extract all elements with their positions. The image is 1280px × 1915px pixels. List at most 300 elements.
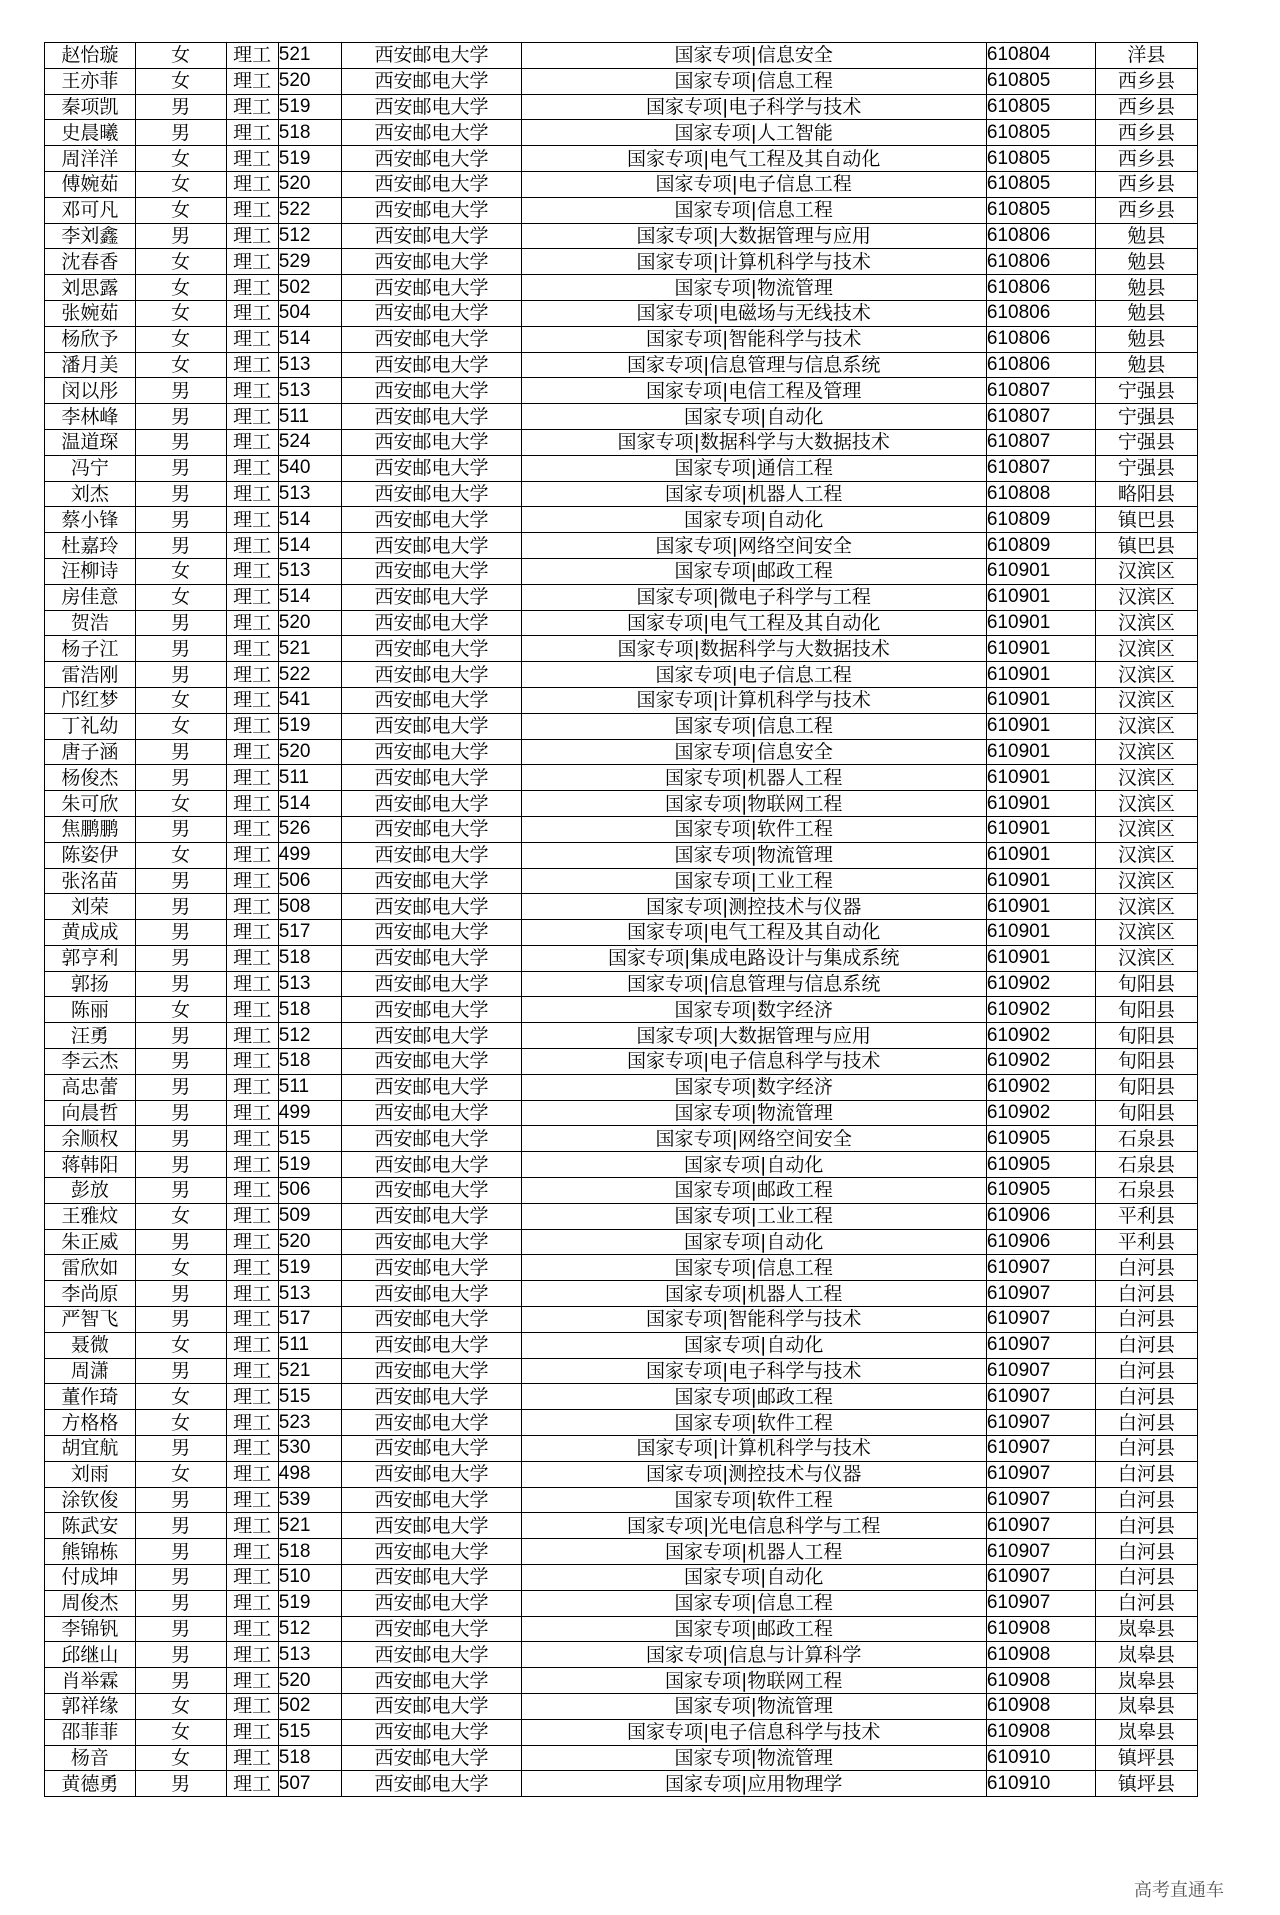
major-cell: 国家专项|大数据管理与应用	[521, 223, 986, 249]
gender-cell: 男	[135, 481, 226, 507]
track-cell: 理工	[226, 404, 278, 430]
track-cell: 理工	[226, 1719, 278, 1745]
county-cell: 旬阳县	[1095, 1100, 1197, 1126]
table-row	[45, 610, 1198, 636]
school-cell: 西安邮电大学	[342, 1152, 521, 1178]
table-row	[45, 223, 1198, 249]
school-cell: 西安邮电大学	[342, 429, 521, 455]
major-cell: 国家专项|通信工程	[521, 455, 986, 481]
table-row	[45, 791, 1198, 817]
gender-cell: 男	[135, 1565, 226, 1591]
gender-cell: 男	[135, 1229, 226, 1255]
major-cell: 国家专项|物联网工程	[521, 791, 986, 817]
table-row	[45, 249, 1198, 275]
gender-cell: 男	[135, 1436, 226, 1462]
region-code-cell: 610908	[986, 1642, 1095, 1668]
table-row	[45, 1410, 1198, 1436]
gender-cell: 男	[135, 1642, 226, 1668]
gender-cell: 男	[135, 1539, 226, 1565]
track-cell: 理工	[226, 687, 278, 713]
school-cell: 西安邮电大学	[342, 558, 521, 584]
student-name-cell: 秦项凯	[45, 94, 136, 120]
school-cell: 西安邮电大学	[342, 533, 521, 559]
gender-cell: 男	[135, 971, 226, 997]
school-cell: 西安邮电大学	[342, 1178, 521, 1204]
student-name-cell: 蔡小锋	[45, 507, 136, 533]
major-cell: 国家专项|物流管理	[521, 275, 986, 301]
student-name-cell: 李林峰	[45, 404, 136, 430]
student-name-cell: 郭扬	[45, 971, 136, 997]
track-cell: 理工	[226, 713, 278, 739]
track-cell: 理工	[226, 816, 278, 842]
gender-cell: 女	[135, 275, 226, 301]
school-cell: 西安邮电大学	[342, 610, 521, 636]
county-cell: 白河县	[1095, 1384, 1197, 1410]
region-code-cell: 610805	[986, 171, 1095, 197]
table-row	[45, 1539, 1198, 1565]
county-cell: 白河县	[1095, 1332, 1197, 1358]
county-cell: 汉滨区	[1095, 610, 1197, 636]
school-cell: 西安邮电大学	[342, 1771, 521, 1797]
score-cell: 518	[278, 1539, 342, 1565]
student-name-cell: 汪柳诗	[45, 558, 136, 584]
major-cell: 国家专项|工业工程	[521, 1203, 986, 1229]
track-cell: 理工	[226, 1358, 278, 1384]
school-cell: 西安邮电大学	[342, 791, 521, 817]
score-cell: 514	[278, 507, 342, 533]
region-code-cell: 610901	[986, 687, 1095, 713]
admission-table	[44, 42, 1198, 1797]
score-cell: 515	[278, 1126, 342, 1152]
gender-cell: 男	[135, 120, 226, 146]
school-cell: 西安邮电大学	[342, 662, 521, 688]
major-cell: 国家专项|计算机科学与技术	[521, 1436, 986, 1462]
major-cell: 国家专项|电子科学与技术	[521, 1358, 986, 1384]
gender-cell: 女	[135, 1332, 226, 1358]
county-cell: 岚皋县	[1095, 1719, 1197, 1745]
gender-cell: 女	[135, 326, 226, 352]
county-cell: 勉县	[1095, 300, 1197, 326]
region-code-cell: 610907	[986, 1332, 1095, 1358]
track-cell: 理工	[226, 94, 278, 120]
student-name-cell: 傅婉茹	[45, 171, 136, 197]
county-cell: 勉县	[1095, 275, 1197, 301]
region-code-cell: 610901	[986, 636, 1095, 662]
county-cell: 汉滨区	[1095, 687, 1197, 713]
track-cell: 理工	[226, 507, 278, 533]
track-cell: 理工	[226, 1771, 278, 1797]
score-cell: 511	[278, 765, 342, 791]
score-cell: 517	[278, 920, 342, 946]
county-cell: 旬阳县	[1095, 971, 1197, 997]
track-cell: 理工	[226, 971, 278, 997]
region-code-cell: 610807	[986, 455, 1095, 481]
region-code-cell: 610907	[986, 1513, 1095, 1539]
gender-cell: 女	[135, 1203, 226, 1229]
school-cell: 西安邮电大学	[342, 945, 521, 971]
track-cell: 理工	[226, 1642, 278, 1668]
gender-cell: 女	[135, 1694, 226, 1720]
student-name-cell: 刘杰	[45, 481, 136, 507]
track-cell: 理工	[226, 610, 278, 636]
county-cell: 西乡县	[1095, 197, 1197, 223]
county-cell: 石泉县	[1095, 1152, 1197, 1178]
score-cell: 519	[278, 1152, 342, 1178]
major-cell: 国家专项|电子信息科学与技术	[521, 1719, 986, 1745]
major-cell: 国家专项|自动化	[521, 1152, 986, 1178]
gender-cell: 男	[135, 1281, 226, 1307]
region-code-cell: 610807	[986, 378, 1095, 404]
region-code-cell: 610907	[986, 1461, 1095, 1487]
school-cell: 西安邮电大学	[342, 378, 521, 404]
score-cell: 519	[278, 146, 342, 172]
student-name-cell: 李云杰	[45, 1049, 136, 1075]
score-cell: 518	[278, 997, 342, 1023]
student-name-cell: 董作琦	[45, 1384, 136, 1410]
major-cell: 国家专项|信息管理与信息系统	[521, 971, 986, 997]
table-row	[45, 765, 1198, 791]
major-cell: 国家专项|邮政工程	[521, 1384, 986, 1410]
score-cell: 522	[278, 197, 342, 223]
school-cell: 西安邮电大学	[342, 1074, 521, 1100]
student-name-cell: 彭放	[45, 1178, 136, 1204]
school-cell: 西安邮电大学	[342, 1719, 521, 1745]
student-name-cell: 潘月美	[45, 352, 136, 378]
score-cell: 504	[278, 300, 342, 326]
table-row	[45, 971, 1198, 997]
major-cell: 国家专项|数字经济	[521, 1074, 986, 1100]
table-row	[45, 662, 1198, 688]
table-row	[45, 352, 1198, 378]
gender-cell: 女	[135, 352, 226, 378]
county-cell: 汉滨区	[1095, 662, 1197, 688]
track-cell: 理工	[226, 997, 278, 1023]
gender-cell: 男	[135, 533, 226, 559]
gender-cell: 男	[135, 1358, 226, 1384]
school-cell: 西安邮电大学	[342, 1023, 521, 1049]
student-name-cell: 严智飞	[45, 1307, 136, 1333]
major-cell: 国家专项|软件工程	[521, 1410, 986, 1436]
student-name-cell: 杨欣予	[45, 326, 136, 352]
county-cell: 岚皋县	[1095, 1668, 1197, 1694]
track-cell: 理工	[226, 533, 278, 559]
table-row	[45, 1745, 1198, 1771]
score-cell: 498	[278, 1461, 342, 1487]
score-cell: 518	[278, 120, 342, 146]
county-cell: 镇巴县	[1095, 533, 1197, 559]
major-cell: 国家专项|数字经济	[521, 997, 986, 1023]
table-row	[45, 197, 1198, 223]
student-name-cell: 唐子涵	[45, 739, 136, 765]
gender-cell: 男	[135, 636, 226, 662]
student-name-cell: 刘荣	[45, 894, 136, 920]
school-cell: 西安邮电大学	[342, 171, 521, 197]
major-cell: 国家专项|自动化	[521, 1565, 986, 1591]
region-code-cell: 610901	[986, 791, 1095, 817]
student-name-cell: 沈春香	[45, 249, 136, 275]
table-row	[45, 1642, 1198, 1668]
track-cell: 理工	[226, 1436, 278, 1462]
county-cell: 平利县	[1095, 1229, 1197, 1255]
score-cell: 520	[278, 1668, 342, 1694]
table-row	[45, 120, 1198, 146]
county-cell: 汉滨区	[1095, 945, 1197, 971]
table-row	[45, 1358, 1198, 1384]
gender-cell: 男	[135, 868, 226, 894]
gender-cell: 女	[135, 997, 226, 1023]
county-cell: 勉县	[1095, 326, 1197, 352]
region-code-cell: 610902	[986, 1100, 1095, 1126]
table-row	[45, 1307, 1198, 1333]
track-cell: 理工	[226, 1074, 278, 1100]
track-cell: 理工	[226, 275, 278, 301]
gender-cell: 男	[135, 1616, 226, 1642]
student-name-cell: 方格格	[45, 1410, 136, 1436]
major-cell: 国家专项|机器人工程	[521, 1539, 986, 1565]
major-cell: 国家专项|物流管理	[521, 1745, 986, 1771]
school-cell: 西安邮电大学	[342, 455, 521, 481]
table-row	[45, 507, 1198, 533]
table-row	[45, 275, 1198, 301]
school-cell: 西安邮电大学	[342, 842, 521, 868]
major-cell: 国家专项|自动化	[521, 1229, 986, 1255]
track-cell: 理工	[226, 1410, 278, 1436]
region-code-cell: 610807	[986, 404, 1095, 430]
county-cell: 汉滨区	[1095, 713, 1197, 739]
table-row	[45, 920, 1198, 946]
gender-cell: 男	[135, 739, 226, 765]
gender-cell: 男	[135, 1074, 226, 1100]
county-cell: 勉县	[1095, 223, 1197, 249]
county-cell: 白河县	[1095, 1539, 1197, 1565]
school-cell: 西安邮电大学	[342, 1565, 521, 1591]
school-cell: 西安邮电大学	[342, 1745, 521, 1771]
table-row	[45, 1332, 1198, 1358]
region-code-cell: 610907	[986, 1565, 1095, 1591]
score-cell: 526	[278, 816, 342, 842]
county-cell: 汉滨区	[1095, 868, 1197, 894]
score-cell: 517	[278, 1307, 342, 1333]
region-code-cell: 610907	[986, 1436, 1095, 1462]
gender-cell: 女	[135, 687, 226, 713]
gender-cell: 男	[135, 455, 226, 481]
score-cell: 509	[278, 1203, 342, 1229]
region-code-cell: 610905	[986, 1152, 1095, 1178]
region-code-cell: 610901	[986, 558, 1095, 584]
major-cell: 国家专项|集成电路设计与集成系统	[521, 945, 986, 971]
score-cell: 513	[278, 971, 342, 997]
table-row	[45, 94, 1198, 120]
gender-cell: 女	[135, 197, 226, 223]
gender-cell: 男	[135, 816, 226, 842]
major-cell: 国家专项|电子信息工程	[521, 171, 986, 197]
region-code-cell: 610910	[986, 1745, 1095, 1771]
table-row	[45, 1694, 1198, 1720]
table-row	[45, 816, 1198, 842]
region-code-cell: 610901	[986, 945, 1095, 971]
student-name-cell: 贺浩	[45, 610, 136, 636]
school-cell: 西安邮电大学	[342, 94, 521, 120]
county-cell: 勉县	[1095, 249, 1197, 275]
track-cell: 理工	[226, 43, 278, 69]
table-row	[45, 945, 1198, 971]
major-cell: 国家专项|信息安全	[521, 739, 986, 765]
student-name-cell: 雷浩刚	[45, 662, 136, 688]
major-cell: 国家专项|邮政工程	[521, 1178, 986, 1204]
county-cell: 白河县	[1095, 1513, 1197, 1539]
table-row	[45, 842, 1198, 868]
table-row	[45, 1590, 1198, 1616]
school-cell: 西安邮电大学	[342, 765, 521, 791]
track-cell: 理工	[226, 326, 278, 352]
score-cell: 520	[278, 739, 342, 765]
major-cell: 国家专项|物流管理	[521, 1100, 986, 1126]
student-name-cell: 丁礼幼	[45, 713, 136, 739]
track-cell: 理工	[226, 1539, 278, 1565]
student-name-cell: 李尚原	[45, 1281, 136, 1307]
school-cell: 西安邮电大学	[342, 1229, 521, 1255]
score-cell: 530	[278, 1436, 342, 1462]
major-cell: 国家专项|电气工程及其自动化	[521, 146, 986, 172]
region-code-cell: 610907	[986, 1384, 1095, 1410]
track-cell: 理工	[226, 223, 278, 249]
track-cell: 理工	[226, 894, 278, 920]
score-cell: 541	[278, 687, 342, 713]
major-cell: 国家专项|物流管理	[521, 1694, 986, 1720]
region-code-cell: 610908	[986, 1694, 1095, 1720]
track-cell: 理工	[226, 584, 278, 610]
student-name-cell: 周俊杰	[45, 1590, 136, 1616]
school-cell: 西安邮电大学	[342, 816, 521, 842]
region-code-cell: 610905	[986, 1178, 1095, 1204]
gender-cell: 女	[135, 1255, 226, 1281]
major-cell: 国家专项|计算机科学与技术	[521, 249, 986, 275]
table-row	[45, 1255, 1198, 1281]
student-name-cell: 熊锦栋	[45, 1539, 136, 1565]
major-cell: 国家专项|电磁场与无线技术	[521, 300, 986, 326]
school-cell: 西安邮电大学	[342, 713, 521, 739]
county-cell: 白河县	[1095, 1436, 1197, 1462]
region-code-cell: 610901	[986, 816, 1095, 842]
region-code-cell: 610805	[986, 146, 1095, 172]
score-cell: 513	[278, 378, 342, 404]
region-code-cell: 610901	[986, 610, 1095, 636]
table-row	[45, 1565, 1198, 1591]
table-row	[45, 1049, 1198, 1075]
student-name-cell: 胡宜航	[45, 1436, 136, 1462]
county-cell: 镇巴县	[1095, 507, 1197, 533]
student-name-cell: 郭亨利	[45, 945, 136, 971]
gender-cell: 男	[135, 1513, 226, 1539]
major-cell: 国家专项|大数据管理与应用	[521, 1023, 986, 1049]
table-row	[45, 429, 1198, 455]
major-cell: 国家专项|微电子科学与工程	[521, 584, 986, 610]
region-code-cell: 610804	[986, 43, 1095, 69]
major-cell: 国家专项|测控技术与仪器	[521, 1461, 986, 1487]
score-cell: 510	[278, 1565, 342, 1591]
region-code-cell: 610805	[986, 197, 1095, 223]
track-cell: 理工	[226, 197, 278, 223]
student-name-cell: 周潇	[45, 1358, 136, 1384]
student-name-cell: 冯宁	[45, 455, 136, 481]
gender-cell: 女	[135, 1461, 226, 1487]
table-row	[45, 1616, 1198, 1642]
student-name-cell: 焦鹏鹏	[45, 816, 136, 842]
track-cell: 理工	[226, 636, 278, 662]
region-code-cell: 610906	[986, 1203, 1095, 1229]
region-code-cell: 610902	[986, 1023, 1095, 1049]
track-cell: 理工	[226, 765, 278, 791]
gender-cell: 男	[135, 1487, 226, 1513]
score-cell: 513	[278, 1642, 342, 1668]
school-cell: 西安邮电大学	[342, 146, 521, 172]
school-cell: 西安邮电大学	[342, 404, 521, 430]
student-name-cell: 雷欣如	[45, 1255, 136, 1281]
table-row	[45, 1668, 1198, 1694]
region-code-cell: 610806	[986, 352, 1095, 378]
student-name-cell: 陈丽	[45, 997, 136, 1023]
region-code-cell: 610805	[986, 120, 1095, 146]
region-code-cell: 610902	[986, 997, 1095, 1023]
student-name-cell: 王雅炆	[45, 1203, 136, 1229]
table-row	[45, 558, 1198, 584]
student-name-cell: 肖举霖	[45, 1668, 136, 1694]
county-cell: 汉滨区	[1095, 842, 1197, 868]
table-row	[45, 1487, 1198, 1513]
track-cell: 理工	[226, 1384, 278, 1410]
school-cell: 西安邮电大学	[342, 1487, 521, 1513]
county-cell: 汉滨区	[1095, 791, 1197, 817]
major-cell: 国家专项|信息管理与信息系统	[521, 352, 986, 378]
table-row	[45, 533, 1198, 559]
region-code-cell: 610901	[986, 713, 1095, 739]
track-cell: 理工	[226, 1694, 278, 1720]
gender-cell: 男	[135, 1771, 226, 1797]
major-cell: 国家专项|机器人工程	[521, 481, 986, 507]
score-cell: 512	[278, 1023, 342, 1049]
school-cell: 西安邮电大学	[342, 894, 521, 920]
major-cell: 国家专项|物联网工程	[521, 1668, 986, 1694]
table-row	[45, 146, 1198, 172]
school-cell: 西安邮电大学	[342, 1668, 521, 1694]
track-cell: 理工	[226, 1668, 278, 1694]
table-row	[45, 1461, 1198, 1487]
table-row	[45, 584, 1198, 610]
track-cell: 理工	[226, 300, 278, 326]
major-cell: 国家专项|电信工程及管理	[521, 378, 986, 404]
region-code-cell: 610907	[986, 1590, 1095, 1616]
gender-cell: 女	[135, 43, 226, 69]
county-cell: 勉县	[1095, 352, 1197, 378]
table-row	[45, 171, 1198, 197]
region-code-cell: 610906	[986, 1229, 1095, 1255]
student-name-cell: 张洺苗	[45, 868, 136, 894]
student-name-cell: 涂钦俊	[45, 1487, 136, 1513]
region-code-cell: 610806	[986, 223, 1095, 249]
region-code-cell: 610908	[986, 1668, 1095, 1694]
region-code-cell: 610907	[986, 1281, 1095, 1307]
score-cell: 521	[278, 636, 342, 662]
student-name-cell: 邵菲菲	[45, 1719, 136, 1745]
table-row	[45, 636, 1198, 662]
school-cell: 西安邮电大学	[342, 249, 521, 275]
county-cell: 平利县	[1095, 1203, 1197, 1229]
school-cell: 西安邮电大学	[342, 971, 521, 997]
table-row	[45, 378, 1198, 404]
county-cell: 石泉县	[1095, 1126, 1197, 1152]
major-cell: 国家专项|信息工程	[521, 1255, 986, 1281]
student-name-cell: 黄成成	[45, 920, 136, 946]
